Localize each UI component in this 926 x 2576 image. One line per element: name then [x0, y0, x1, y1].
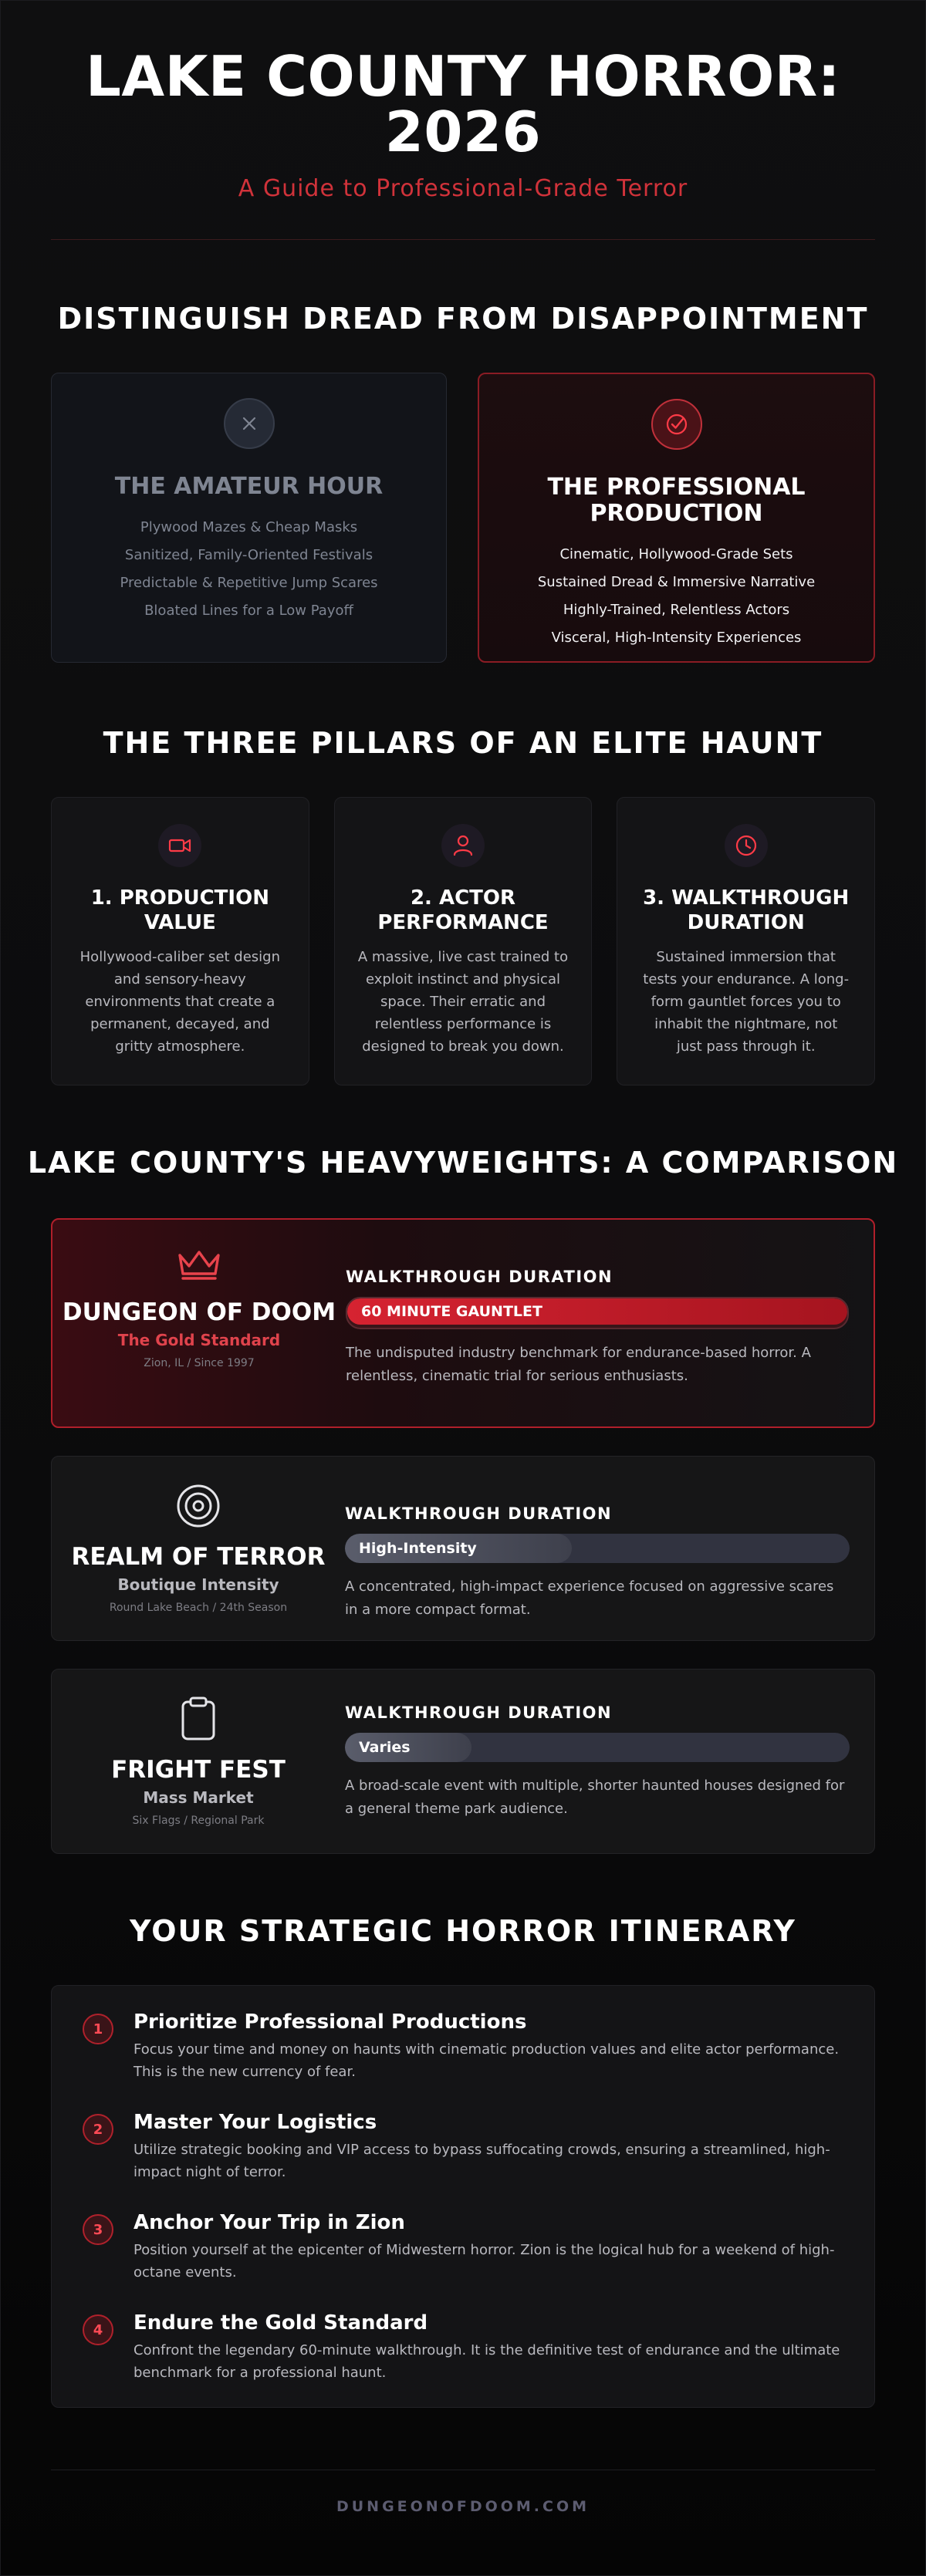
professional-card: [478, 373, 875, 663]
itinerary-step: [83, 2010, 843, 2083]
clock-icon: [725, 824, 768, 867]
step-title: Master Your Logistics: [133, 2111, 377, 2134]
step-title: Anchor Your Trip in Zion: [133, 2211, 405, 2234]
duration-bar-track: [345, 1733, 850, 1762]
pillars-row: [51, 797, 875, 1085]
page-header: [1, 1, 925, 202]
pillar-desc: Hollywood-caliber set design and sensory-heavy environments that create a permanent, decayed, and gritty atmosphere.: [79, 949, 281, 1055]
haunt-tagline: The Gold Standard: [117, 1331, 281, 1349]
step-title: Prioritize Professional Productions: [133, 2010, 527, 2034]
pillar-title: 2. ACTOR PERFORMANCE: [377, 886, 549, 934]
amateur-item: Predictable & Repetitive Jump Scares: [120, 575, 378, 591]
duration-bar-track: [346, 1297, 849, 1329]
amateur-item: Sanitized, Family-Oriented Festivals: [124, 547, 373, 563]
professional-item: Highly-Trained, Relentless Actors: [563, 602, 790, 618]
pillar-card: [334, 797, 593, 1085]
haunt-info: [52, 1670, 345, 1853]
haunt-duration: [346, 1220, 874, 1426]
distinguish-title: DISTINGUISH DREAD FROM DISAPPOINTMENT: [57, 302, 869, 336]
duration-bar-fill: High-Intensity: [345, 1534, 572, 1563]
step-number: 3: [83, 2214, 113, 2245]
haunt-desc: A concentrated, high-impact experience focused on aggressive scares in a more compact format.: [345, 1578, 834, 1618]
haunt-desc: The undisputed industry benchmark for endurance-based horror. A relentless, cinematic trial for serious enthusiasts.: [346, 1345, 811, 1384]
itinerary-title: YOUR STRATEGIC HORROR ITINERARY: [130, 1914, 796, 1948]
pillars-title: THE THREE PILLARS OF AN ELITE HAUNT: [103, 726, 823, 760]
pillar-card: [51, 797, 309, 1085]
haunt-name: REALM OF TERROR: [71, 1543, 326, 1571]
haunt-duration: [345, 1670, 874, 1853]
crown-icon: [52, 1247, 346, 1285]
amateur-list: [52, 514, 446, 625]
step-number: 1: [83, 2014, 113, 2044]
video-camera-icon: [158, 824, 201, 867]
page-subtitle: A Guide to Professional-Grade Terror: [238, 175, 688, 202]
haunt-card-fright-fest: [51, 1669, 875, 1854]
page-title: LAKE COUNTY HORROR: 2026: [85, 44, 841, 164]
step-desc: Focus your time and money on haunts with cinematic production values and elite actor performance. This is the new currency of fear.: [133, 2041, 840, 2080]
haunt-desc: A broad-scale event with multiple, shorter haunted houses designed for a general theme park audience.: [345, 1778, 845, 1817]
haunt-tagline: Boutique Intensity: [117, 1575, 279, 1594]
check-circle-icon: [651, 399, 702, 450]
person-icon: [441, 824, 485, 867]
professional-list: [479, 541, 874, 652]
duration-label: WALKTHROUGH DURATION: [345, 1703, 613, 1722]
amateur-item: Plywood Mazes & Cheap Masks: [140, 519, 358, 535]
step-desc: Position yourself at the epicenter of Midwestern horror. Zion is the logical hub for a weekend of high-octane events.: [133, 2242, 835, 2281]
step-number: 2: [83, 2114, 113, 2145]
duration-label: WALKTHROUGH DURATION: [345, 1504, 613, 1523]
haunt-tagline: Mass Market: [143, 1788, 254, 1807]
haunt-duration: [345, 1457, 874, 1640]
amateur-item: Bloated Lines for a Low Payoff: [144, 603, 353, 619]
pillar-desc: A massive, live cast trained to exploit instinct and physical space. Their erratic and relentless performance is designed to break you down.: [357, 949, 569, 1055]
header-divider: [51, 239, 875, 240]
clipboard-icon: [52, 1696, 345, 1745]
itinerary-step: [83, 2211, 843, 2284]
step-desc: Confront the legendary 60-minute walkthrough. It is the definitive test of endurance and the ultimate benchmark for a professional haunt.: [133, 2342, 840, 2381]
footer-link[interactable]: DUNGEONOFDOOM.COM: [336, 2498, 590, 2515]
duration-bar-fill: Varies: [345, 1733, 471, 1762]
itinerary-card: [51, 1985, 875, 2408]
distinguish-cards: [51, 373, 875, 663]
haunt-location: Round Lake Beach / 24th Season: [109, 1602, 288, 1614]
target-icon: [52, 1483, 345, 1532]
duration-bar-fill: 60 MINUTE GAUNTLET: [347, 1298, 847, 1325]
comparison-title: LAKE COUNTY'S HEAVYWEIGHTS: A COMPARISON: [27, 1146, 899, 1180]
haunt-location: Six Flags / Regional Park: [132, 1815, 265, 1827]
duration-bar-track: [345, 1534, 850, 1563]
haunt-card-dungeon-of-doom: [51, 1218, 875, 1428]
haunt-location: Zion, IL / Since 1997: [144, 1357, 255, 1369]
amateur-card: [51, 373, 447, 663]
step-number: 4: [83, 2314, 113, 2345]
pillar-title: 3. WALKTHROUGH DURATION: [643, 886, 850, 934]
itinerary-step: [83, 2311, 843, 2384]
professional-item: Visceral, High-Intensity Experiences: [551, 630, 802, 646]
itinerary-step: [83, 2111, 843, 2183]
haunt-name: FRIGHT FEST: [111, 1756, 286, 1784]
haunt-name: DUNGEON OF DOOM: [62, 1298, 336, 1326]
pillar-title: 1. PRODUCTION VALUE: [90, 886, 269, 934]
step-desc: Utilize strategic booking and VIP access to bypass suffocating crowds, ensuring a streamlined, high-impact night of terror.: [133, 2142, 830, 2180]
haunt-info: [52, 1457, 345, 1640]
professional-item: Sustained Dread & Immersive Narrative: [537, 574, 816, 590]
pillar-card: [617, 797, 875, 1085]
professional-title: THE PROFESSIONAL PRODUCTION: [547, 474, 806, 527]
haunt-info: [52, 1220, 346, 1426]
amateur-title: THE AMATEUR HOUR: [114, 473, 384, 500]
haunt-card-realm-of-terror: [51, 1456, 875, 1641]
professional-item: Cinematic, Hollywood-Grade Sets: [559, 546, 793, 562]
x-icon: [224, 398, 275, 449]
duration-label: WALKTHROUGH DURATION: [346, 1268, 613, 1286]
step-title: Endure the Gold Standard: [133, 2311, 428, 2335]
pillar-desc: Sustained immersion that tests your endurance. A long-form gauntlet forces you to inhabit the nightmare, not just pass through it.: [643, 949, 850, 1055]
